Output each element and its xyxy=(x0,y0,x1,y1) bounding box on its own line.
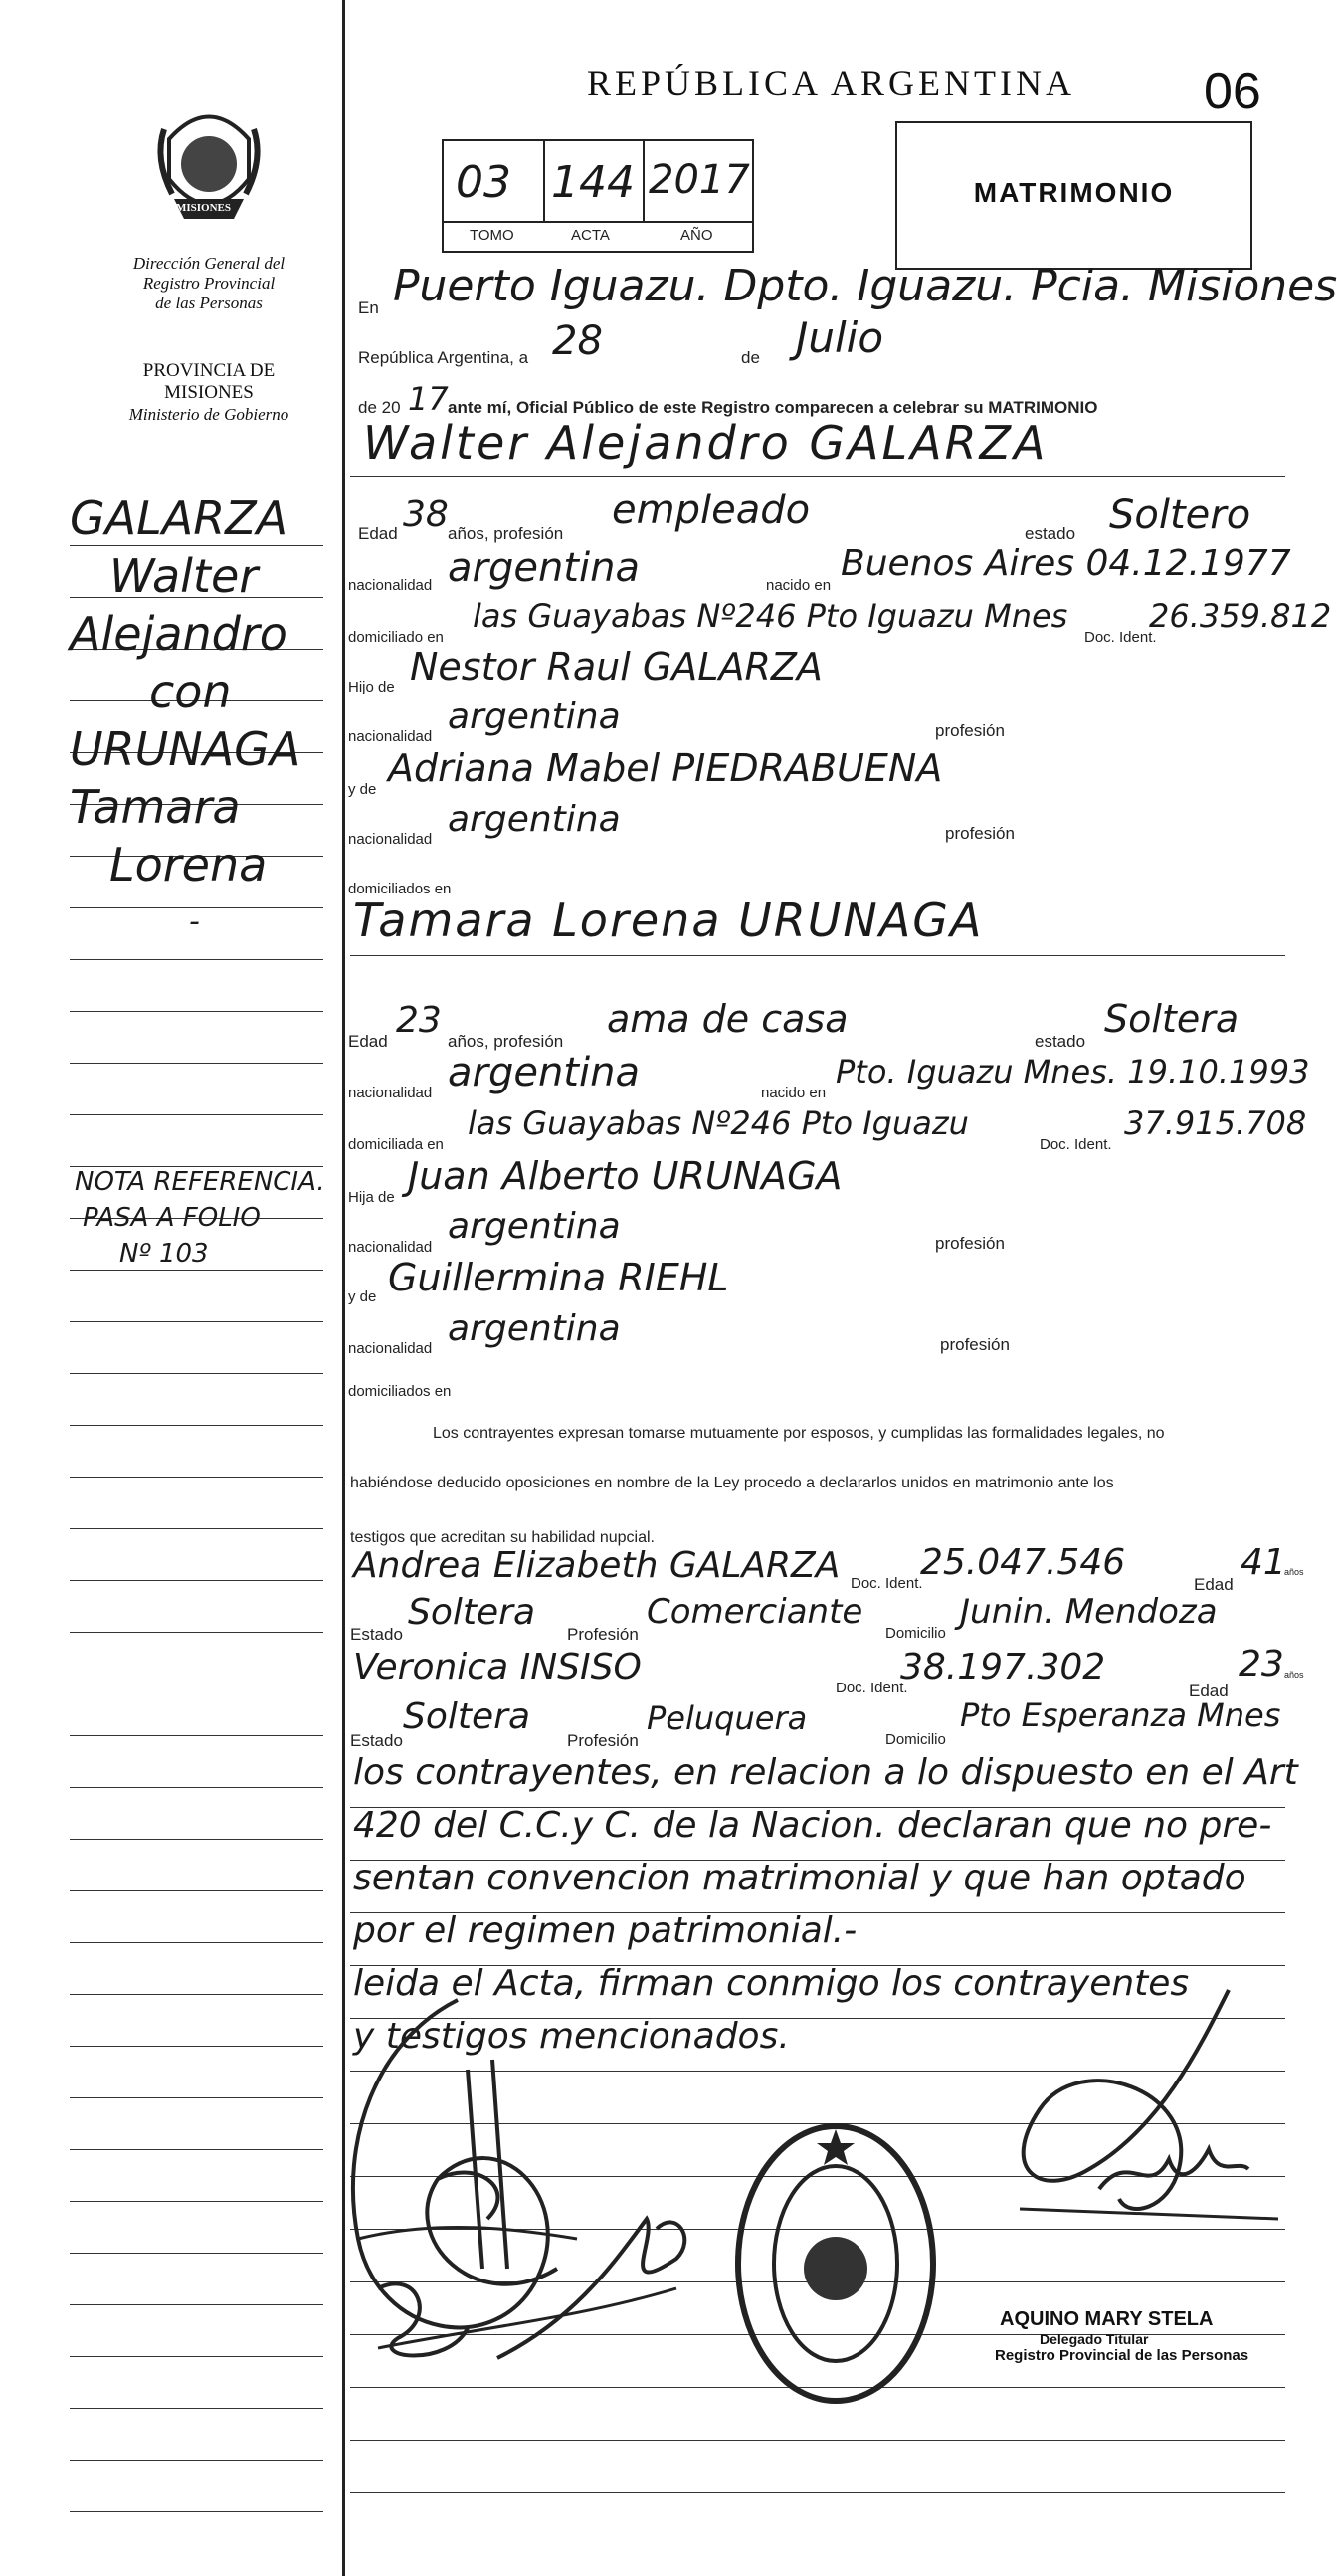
sidebar-rule xyxy=(70,2304,323,2305)
country-title: REPÚBLICA ARGENTINA xyxy=(587,63,1076,102)
stamp-name: AQUINO MARY STELA xyxy=(1000,2308,1214,2330)
bride-doc: 37.915.708 xyxy=(1124,1104,1307,1142)
sidebar-rule xyxy=(70,2149,323,2150)
estado-label: estado xyxy=(1025,524,1076,543)
edad-label: Edad xyxy=(1194,1575,1234,1594)
tomo-value: 03 xyxy=(456,157,511,208)
day-value: 28 xyxy=(552,318,603,364)
witness1-name: Andrea Elizabeth GALARZA xyxy=(353,1545,841,1586)
official-stamp xyxy=(995,2308,1293,2364)
sidebar-rule xyxy=(70,2511,323,2512)
sidebar-rule xyxy=(70,959,323,960)
groom-father: Nestor Raul GALARZA xyxy=(410,645,823,689)
groom-birth: Buenos Aires 04.12.1977 xyxy=(841,543,1291,584)
agency-line: Registro Provincial xyxy=(142,274,276,293)
sidebar-rule xyxy=(70,1839,323,1840)
tomo-label: TOMO xyxy=(470,227,514,244)
province-line: PROVINCIA DE xyxy=(142,360,276,381)
doc-label: Doc. Ident. xyxy=(851,1575,923,1592)
bride-mother: Guillermina RIEHL xyxy=(388,1256,729,1299)
party-signatures xyxy=(318,1940,786,2418)
domiciliados-label: domiciliados en xyxy=(348,1383,452,1400)
bride-mother-nationality: argentina xyxy=(448,1308,621,1349)
provincial-seal xyxy=(154,99,264,229)
nacionalidad-label: nacionalidad xyxy=(348,1340,433,1357)
yde-label: y de xyxy=(348,781,377,798)
note-line: PASA A FOLIO xyxy=(83,1203,261,1233)
anos-label: años xyxy=(1284,1670,1304,1680)
domicilio-label: Domicilio xyxy=(885,1731,946,1748)
edad-label: Edad xyxy=(358,524,398,543)
sidebar-rule xyxy=(70,1011,323,1012)
nacionalidad-label: nacionalidad xyxy=(348,1085,433,1101)
sidebar-rule xyxy=(70,1373,323,1374)
witness1-age: 41 xyxy=(1241,1542,1286,1583)
sidebar-rule xyxy=(70,2046,323,2047)
sidebar-rule xyxy=(70,1787,323,1788)
box-divider xyxy=(444,221,752,223)
domiciliado-label: domiciliado en xyxy=(348,629,444,646)
sidebar-rule xyxy=(70,1528,323,1529)
witness2-name: Veronica INSISO xyxy=(353,1647,642,1687)
place-value: Puerto Iguazu. Dpto. Iguazu. Pcia. Misiones xyxy=(393,261,1337,311)
doc-label: Doc. Ident. xyxy=(1040,1136,1112,1153)
sidebar-rule xyxy=(70,1425,323,1426)
stamp-title: Delegado Titular xyxy=(1040,2331,1149,2347)
groom-name: Walter Alejandro GALARZA xyxy=(363,416,1049,470)
note-text-line: los contrayentes, en relacion a lo dispuesto en el Art xyxy=(353,1752,1298,1793)
witness1-profession: Comerciante xyxy=(647,1592,863,1632)
official-signature xyxy=(980,1970,1298,2249)
anio-label: AÑO xyxy=(680,227,713,244)
bride-nationality: argentina xyxy=(448,1050,640,1095)
agency-line: Dirección General del xyxy=(132,254,286,273)
en-label: En xyxy=(358,298,379,317)
month-value: Julio xyxy=(796,313,884,362)
certificate-type: MATRIMONIO xyxy=(973,177,1175,208)
profesion-label: profesión xyxy=(940,1335,1010,1354)
sidebar-name-line: URUNAGA xyxy=(70,722,301,776)
form-rule xyxy=(350,2440,1285,2441)
profesion-label: profesión xyxy=(935,1234,1005,1253)
note-text-line: sentan convencion matrimonial y que han optado xyxy=(353,1858,1246,1898)
province-line: MISIONES xyxy=(164,382,254,403)
witness2-profession: Peluquera xyxy=(647,1699,808,1737)
witness1-address: Junin. Mendoza xyxy=(960,1592,1218,1632)
note-line: Nº 103 xyxy=(119,1239,209,1269)
statement-line: testigos que acreditan su habilidad nupcial. xyxy=(350,1529,655,1546)
groom-age: 38 xyxy=(403,495,449,535)
bride-profession: ama de casa xyxy=(607,997,849,1041)
bride-status: Soltera xyxy=(1104,997,1240,1041)
sidebar-name-line: Alejandro xyxy=(70,607,287,661)
republica-label: República Argentina, a xyxy=(358,348,529,367)
year-prefix: de 20 xyxy=(358,398,401,417)
sidebar-rule xyxy=(70,1735,323,1736)
groom-nationality: argentina xyxy=(448,545,640,591)
profesion-cap-label: Profesión xyxy=(567,1731,639,1750)
sidebar-rule xyxy=(70,1063,323,1064)
year-suffix: 17 xyxy=(408,380,449,418)
sidebar-rule xyxy=(70,1477,323,1478)
statement-line: habiéndose deducido oposiciones en nombre de la Ley procedo a declararlos unidos en matrimonio ante los xyxy=(350,1475,1114,1491)
note-text-line: leida el Acta, firman conmigo los contrayentes xyxy=(353,1963,1190,2004)
nacionalidad-label: nacionalidad xyxy=(348,831,433,848)
sidebar-name-line: GALARZA xyxy=(70,492,288,545)
stamp-office: Registro Provincial de las Personas xyxy=(995,2347,1249,2364)
doc-label: Doc. Ident. xyxy=(836,1680,908,1696)
sidebar-rule xyxy=(70,2460,323,2461)
groom-profession: empleado xyxy=(612,488,811,533)
note-text-line: por el regimen patrimonial.- xyxy=(353,1910,858,1951)
groom-status: Soltero xyxy=(1109,493,1251,538)
form-rule xyxy=(350,2492,1285,2493)
record-id-box xyxy=(442,139,754,253)
bride-birth: Pto. Iguazu Mnes. 19.10.1993 xyxy=(836,1053,1310,1090)
sidebar-rule xyxy=(70,1632,323,1633)
sidebar-rule xyxy=(70,1114,323,1115)
sidebar-note xyxy=(75,1164,325,1272)
profesion-cap-label: Profesión xyxy=(567,1625,639,1644)
ministry-line: Ministerio de Gobierno xyxy=(128,405,289,424)
profesion-label: profesión xyxy=(935,721,1005,740)
estado-cap-label: Estado xyxy=(350,1731,403,1750)
agency-line: de las Personas xyxy=(155,294,263,312)
bride-address: las Guayabas Nº246 Pto Iguazu xyxy=(468,1104,969,1142)
agency-name xyxy=(99,254,318,313)
witness1-doc: 25.047.546 xyxy=(920,1542,1126,1583)
yde-label: y de xyxy=(348,1288,377,1305)
groom-father-nationality: argentina xyxy=(448,696,621,737)
sidebar-rule xyxy=(70,1890,323,1891)
bride-father-nationality: argentina xyxy=(448,1206,621,1247)
note-text-line: 420 del C.C.y C. de la Nacion. declaran que no pre- xyxy=(353,1805,1272,1846)
nacionalidad-label: nacionalidad xyxy=(348,577,433,594)
anios-label: años, profesión xyxy=(448,1032,564,1051)
note-text-line: y testigos mencionados. xyxy=(353,2016,790,2057)
anios-label: años, profesión xyxy=(448,524,564,543)
form-rule xyxy=(350,476,1285,477)
profesion-label: profesión xyxy=(945,824,1015,843)
witness2-address: Pto Esperanza Mnes xyxy=(960,1696,1281,1734)
anio-cell xyxy=(643,141,752,221)
estado-cap-label: Estado xyxy=(350,1625,403,1644)
bride-age: 23 xyxy=(396,1000,442,1041)
edad-label: Edad xyxy=(1189,1682,1229,1700)
de-label: de xyxy=(741,348,760,367)
sidebar-names xyxy=(70,490,300,951)
bride-father: Juan Alberto URUNAGA xyxy=(408,1154,843,1198)
sidebar-rule xyxy=(70,1580,323,1581)
acta-label: ACTA xyxy=(571,227,610,244)
note-line: NOTA REFERENCIA. xyxy=(75,1167,325,1197)
nacionalidad-label: nacionalidad xyxy=(348,1239,433,1256)
doc-label: Doc. Ident. xyxy=(1084,629,1157,646)
groom-mother-nationality: argentina xyxy=(448,799,621,840)
official-seal xyxy=(731,2119,940,2408)
page-number: 06 xyxy=(1204,63,1261,120)
sidebar-name-line: Walter xyxy=(109,549,259,603)
province-name xyxy=(99,360,318,426)
groom-doc: 26.359.812 xyxy=(1149,597,1332,635)
sidebar-name-line: Tamara xyxy=(70,780,241,834)
anio-value: 2017 xyxy=(649,157,750,203)
sidebar-rule xyxy=(70,1942,323,1943)
witness2-age: 23 xyxy=(1239,1644,1284,1684)
bride-name: Tamara Lorena URUNAGA xyxy=(353,893,984,947)
witness2-status: Soltera xyxy=(403,1696,531,1737)
domiciliada-label: domiciliada en xyxy=(348,1136,444,1153)
sidebar-name-line: Lorena xyxy=(109,838,268,892)
groom-address: las Guayabas Nº246 Pto Iguazu Mnes xyxy=(473,597,1068,635)
sidebar-rule xyxy=(70,2097,323,2098)
acta-cell xyxy=(543,141,645,221)
sidebar-name-line: con xyxy=(149,665,232,718)
sidebar-rule xyxy=(70,2356,323,2357)
witness2-doc: 38.197.302 xyxy=(900,1647,1106,1687)
tomo-cell xyxy=(444,141,545,221)
hijo-label: Hijo de xyxy=(348,679,395,695)
seal-caption: MISIONES xyxy=(176,202,232,214)
sidebar-rule xyxy=(70,1994,323,1995)
nacido-label: nacido en xyxy=(761,1085,827,1101)
intro-text: ante mí, Oficial Público de este Registro comparecen a celebrar su MATRIMONIO xyxy=(448,398,1098,417)
sidebar-rule xyxy=(70,1321,323,1322)
form-rule xyxy=(350,955,1285,956)
sidebar-rule xyxy=(70,2201,323,2202)
anos-label: años xyxy=(1284,1567,1304,1577)
matrimonio-box xyxy=(895,121,1252,270)
acta-value: 144 xyxy=(551,157,635,208)
estado-label: estado xyxy=(1035,1032,1086,1051)
groom-mother: Adriana Mabel PIEDRABUENA xyxy=(388,746,943,790)
statement-line: Los contrayentes expresan tomarse mutuamente por esposos, y cumplidas las formalidades legales, no xyxy=(433,1425,1165,1442)
nacido-label: nacido en xyxy=(766,577,832,594)
domicilio-label: Domicilio xyxy=(885,1625,946,1642)
nacionalidad-label: nacionalidad xyxy=(348,728,433,745)
domiciliados-label: domiciliados en xyxy=(348,881,452,897)
sidebar-rule xyxy=(70,2253,323,2254)
sidebar-rule xyxy=(70,2408,323,2409)
edad-label: Edad xyxy=(348,1032,388,1051)
hija-label: Hija de xyxy=(348,1189,395,1206)
witness1-status: Soltera xyxy=(408,1592,536,1633)
sidebar-name-line: - xyxy=(189,904,200,939)
